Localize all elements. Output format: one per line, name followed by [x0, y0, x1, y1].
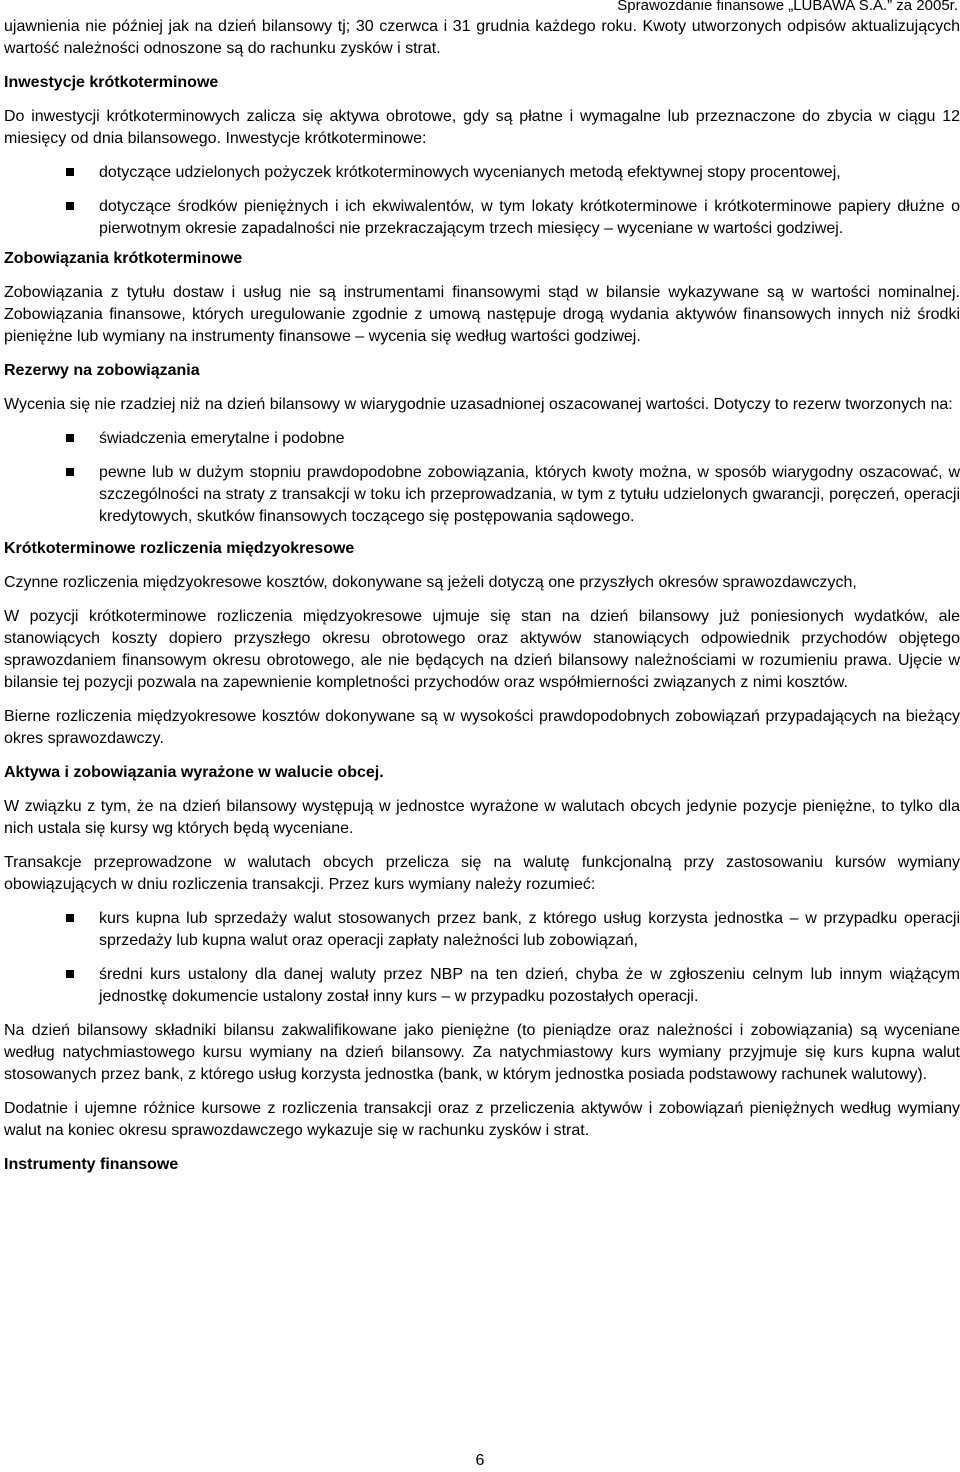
section-heading-provisions: Rezerwy na zobowiązania	[4, 362, 200, 379]
foreign-paragraph-2: Transakcje przeprowadzone w walutach obcych przelicza się na walutę funkcjonalną przy zastosowaniu kursów wymiany obowiązujących w dniu rozliczenia transakcji. Przez kurs wymiany należy rozumieć:	[4, 854, 960, 893]
foreign-paragraph-4: Dodatnie i ujemne różnice kursowe z rozliczenia transakcji oraz z przeliczenia aktywów i zobowiązań pieniężnych według wymiany walut na koniec okresu sprawozdawczego wykazuje się w rachunku zysków i strat.	[4, 1100, 960, 1139]
bullet-square-icon	[66, 202, 74, 210]
accruals-paragraph-2: W pozycji krótkoterminowe rozliczenia międzyokresowe ujmuje się stan na dzień bilansowy już poniesionych wydatków, ale stanowiących koszty dopiero przyszłego okresu obrotowego oraz aktywów stanowiących odpowiednik przychodów objętego sprawozdaniem finansowym okresu obrotowego, ale nie będących na dzień bilansowy należnościami w rozumieniu prawa. Ujęcie w bilansie tej pozycji pozwala na zapewnienie kompletności przychodów oraz współmierności związanych z nimi kosztów.	[4, 608, 960, 691]
bullet-square-icon	[66, 168, 74, 176]
bullet-square-icon	[66, 914, 74, 922]
section-heading-foreign-currency: Aktywa i zobowiązania wyrażone w walucie obcej.	[4, 764, 384, 781]
bullet-square-icon	[66, 468, 74, 476]
accruals-paragraph-1: Czynne rozliczenia międzyokresowe kosztów, dokonywane są jeżeli dotyczą one przyszłych okresów sprawozdawczych,	[4, 574, 857, 591]
foreign-list	[4, 908, 960, 1008]
list-item: kurs kupna lub sprzedaży walut stosowanych przez bank, z którego usług korzysta jednostka – w przypadku operacji sprzedaży lub kupna walut oraz operacji zapłaty należności lub zobowiązań,	[4, 908, 960, 952]
list-item: dotyczące udzielonych pożyczek krótkoterminowych wycenianych metodą efektywnej stopy procentowej,	[4, 162, 960, 184]
page-number: 6	[475, 1452, 485, 1469]
document-body	[4, 16, 960, 1176]
provisions-list	[4, 428, 960, 528]
section-heading-investments: Inwestycje krótkoterminowe	[4, 74, 219, 91]
section-heading-liabilities: Zobowiązania krótkoterminowe	[4, 250, 243, 267]
list-item: pewne lub w dużym stopniu prawdopodobne zobowiązania, których kwoty można, w sposób wiarygodny oszacować, w szczególności na straty z transakcji w toku ich przeprowadzania, w tym z tytułu udzielonych gwarancji, poręczeń, operacji kredytowych, skutków finansowych toczącego się postępowania sądowego.	[4, 462, 960, 528]
provisions-paragraph: Wycenia się nie rzadziej niż na dzień bilansowy w wiarygodnie uzasadnionej oszacowanej wartości. Dotyczy to rezerw tworzonych na:	[4, 396, 953, 413]
section-heading-instruments: Instrumenty finansowe	[4, 1156, 179, 1173]
investments-list	[4, 162, 960, 240]
bullet-square-icon	[66, 970, 74, 978]
list-item: dotyczące środków pieniężnych i ich ekwiwalentów, w tym lokaty krótkoterminowe i krótkoterminowe papiery dłużne o pierwotnym okresie zapadalności nie przekraczającym trzech miesięcy – wyceniane w wartości godziwej.	[4, 196, 960, 240]
list-item: świadczenia emerytalne i podobne	[4, 428, 960, 450]
investments-paragraph: Do inwestycji krótkoterminowych zalicza się aktywa obrotowe, gdy są płatne i wymagalne lub przeznaczone do zbycia w ciągu 12 miesięcy od dnia bilansowego. Inwestycje krótkoterminowe:	[4, 108, 960, 147]
list-item: średni kurs ustalony dla danej waluty przez NBP na ten dzień, chyba że w zgłoszeniu celnym lub innym wiążącym jednostkę dokumencie ustalony został inny kurs – w przypadku pozostałych operacji.	[4, 964, 960, 1008]
bullet-square-icon	[66, 434, 74, 442]
liabilities-paragraph: Zobowiązania z tytułu dostaw i usług nie są instrumentami finansowymi stąd w bilansie wykazywane są w wartości nominalnej. Zobowiązania finansowe, których uregulowanie zgodnie z umową następuje drogą wydania aktywów finansowych innych niż środki pieniężne lub wymiany na instrumenty finansowe – wycenia się według wartości godziwej.	[4, 284, 960, 345]
intro-paragraph: ujawnienia nie później jak na dzień bilansowy tj; 30 czerwca i 31 grudnia każdego roku. Kwoty utworzonych odpisów aktualizujących wartość należności odnoszone są do rachunku zysków i strat.	[4, 18, 960, 57]
running-header: Sprawozdanie finansowe „LUBAWA S.A.” za 2005r.	[617, 0, 958, 14]
accruals-paragraph-3: Bierne rozliczenia międzyokresowe kosztów dokonywane są w wysokości prawdopodobnych zobowiązań przypadających na bieżący okres sprawozdawczy.	[4, 708, 960, 747]
section-heading-accruals: Krótkoterminowe rozliczenia międzyokresowe	[4, 540, 355, 557]
foreign-paragraph-1: W związku z tym, że na dzień bilansowy występują w jednostce wyrażone w walutach obcych jedynie pozycje pieniężne, to tylko dla nich ustala się kursy wg których będą wyceniane.	[4, 798, 960, 837]
foreign-paragraph-3: Na dzień bilansowy składniki bilansu zakwalifikowane jako pieniężne (to pieniądze oraz należności i zobowiązania) są wyceniane według natychmiastowego kursu wymiany na dzień bilansowy. Za natychmiastowy kurs wymiany przyjmuje się kurs kupna walut stosowanych przez bank, z którego usług korzysta jednostka (bank, w którym jednostka posiada podstawowy rachunek walutowy).	[4, 1022, 960, 1083]
